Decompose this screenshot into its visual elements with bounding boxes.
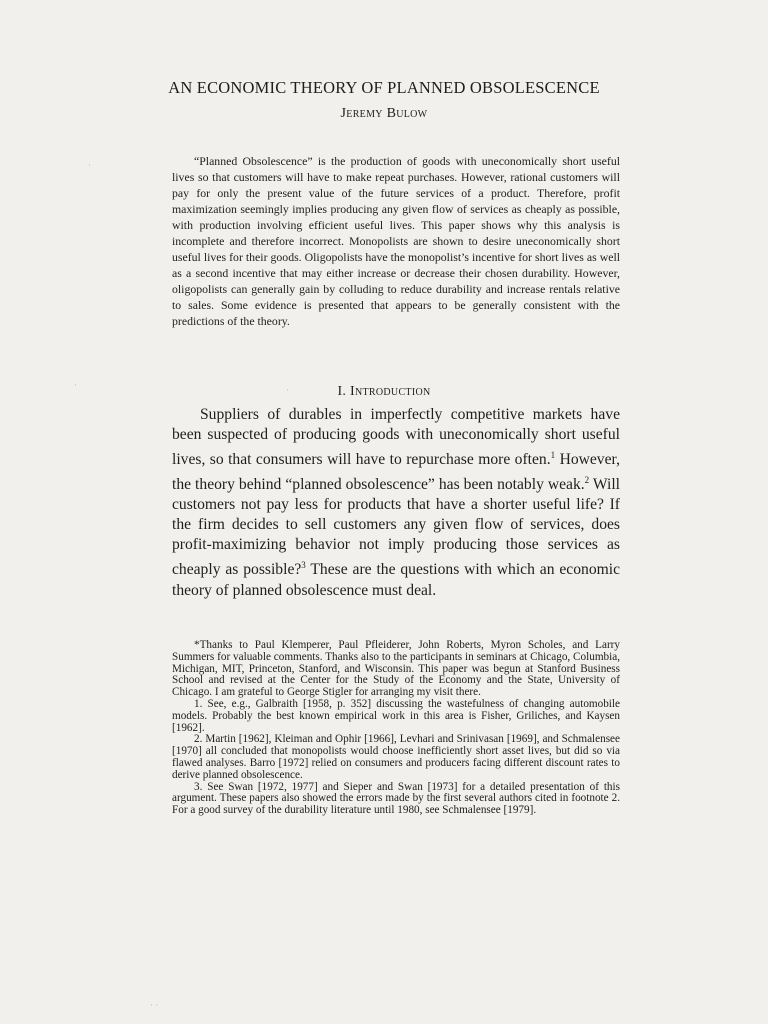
scan-speck: · <box>286 385 289 395</box>
intro-text-3: Will customers not pay less for products that have a shorter useful life? If the firm decides to sell customers any given flow of services, does profit-maximizing behavior not imply producing those services as cheaply as possible? <box>172 476 620 579</box>
footnote-3: 3. See Swan [1972, 1977] and Sieper and Swan [1973] for a detailed presentation of this argument. These papers also showed the errors made by the first several authors cited in footnote 2. For a good survey of the durability literature until 1980, see Schmalensee [1979]. <box>172 780 620 817</box>
scan-speck: · <box>88 160 91 170</box>
footnote-thanks: *Thanks to Paul Klemperer, Paul Pfleiderer, John Roberts, Myron Scholes, and Larry Summers for valuable comments. Thanks also to the participants in seminars at Chicago, Columbia, Michigan, MIT, Princeton, Stanford, and Wisconsin. This paper was begun at Stanford Business School and revised at the Center for the Study of the Economy and the State, University of Chicago. I am grateful to George Stigler for arranging my visit there. <box>172 639 620 699</box>
intro-text-2: However, the theory behind “planned obsolescence” has been notably weak. <box>172 451 620 494</box>
author-name: Jeremy Bulow <box>340 106 428 121</box>
footnote-ref-3: 3 <box>301 560 306 571</box>
abstract-text: “Planned Obsolescence” is the production of goods with uneconomically short useful lives so that customers will have to make repeat purchases. However, rational customers will pay for only the present value of the future services of a product. Therefore, profit maximization seemingly implies producing any given flow of services as cheaply as possible, with production involving efficient useful lives. This paper shows why this analysis is incomplete and therefore incorrect. Monopolists are shown to desire uneconomically short useful lives for their goods. Oligopolists have the monopolist’s incentive for short lives as well as a second incentive that may either increase or decrease their chosen durability. However, oligopolists can generally gain by colluding to reduce durability and increase rentals relative to sales. Some evidence is presented that appears to be generally consistent with the predictions of the theory. <box>172 154 620 328</box>
footnote-ref-1: 1 <box>550 450 556 460</box>
footnote-2: 2. Martin [1962], Kleiman and Ophir [1966], Levhari and Srinivasan [1969], and Schmalensee [1970] all concluded that monopolists would choose inefficiently short asset lives, but did so via flawed analyses. Barro [1972] relied on consumers and producers facing different discount rates to derive planned obsolescence. <box>172 733 620 781</box>
intro-paragraph <box>172 405 620 601</box>
introduction <box>172 405 620 601</box>
section-heading: I. Introduction <box>337 384 431 399</box>
paper-title: AN ECONOMIC THEORY OF PLANNED OBSOLESCENCE <box>168 78 600 97</box>
scan-speck: · · <box>150 1000 159 1010</box>
intro-text-4: These are the questions with which an economic theory of planned obsolescence must deal. <box>172 561 620 599</box>
scan-speck: · <box>74 380 77 390</box>
intro-text-1: Suppliers of durables in imperfectly competitive markets have been suspected of producing goods with uneconomically short useful lives, so that consumers will have to repurchase more often. <box>172 406 620 469</box>
footnote-1: 1. See, e.g., Galbraith [1958, p. 352] discussing the wastefulness of changing automobile models. Probably the best known empirical work in this area is Fisher, Griliches, and Kaysen [1962]. <box>172 697 620 734</box>
footnotes <box>172 640 620 817</box>
footnote-ref-2: 2 <box>584 475 590 486</box>
abstract <box>172 153 620 329</box>
